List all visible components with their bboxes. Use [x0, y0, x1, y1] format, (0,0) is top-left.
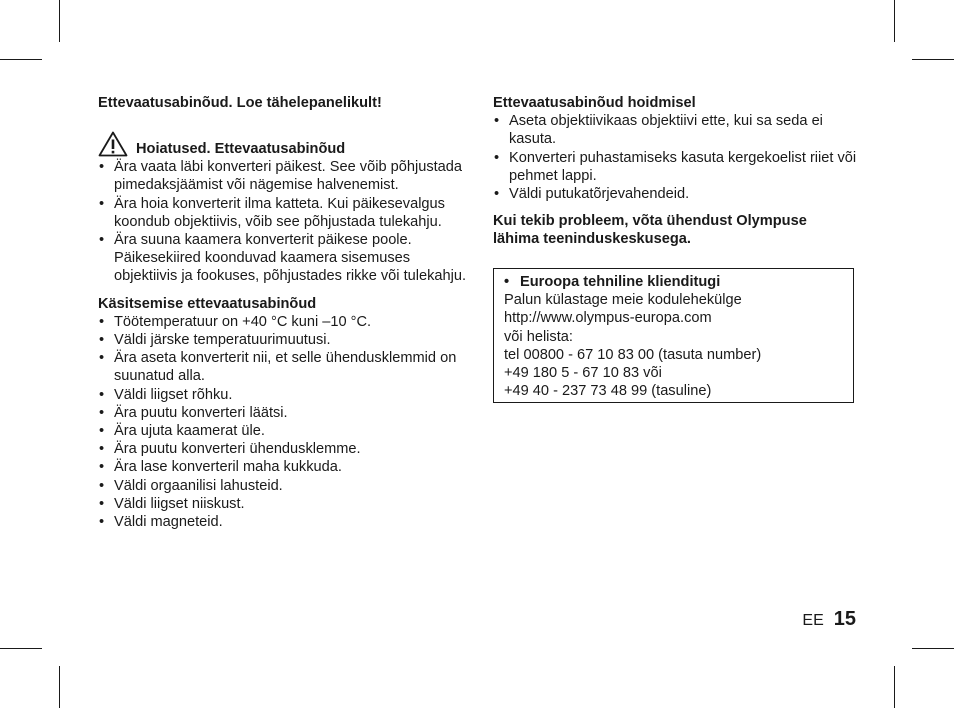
- list-item: • Väldi liigset rõhku.: [98, 386, 468, 404]
- precautions-heading: Ettevaatusabinõud. Loe tähelepanelikult!: [98, 95, 382, 111]
- list-item: • Ära puutu konverteri läätsi.: [98, 404, 468, 422]
- list-item: • Väldi orgaanilisi lahusteid.: [98, 477, 468, 495]
- list-item: • Väldi järske temperatuurimuutusi.: [98, 331, 468, 349]
- right-column: [493, 94, 863, 249]
- list-item: • Ära ujuta kaamerat üle.: [98, 422, 468, 440]
- crop-mark: [912, 648, 954, 649]
- handling-heading: Käsitsemise ettevaatusabinõud: [98, 295, 317, 312]
- support-line: või helista:: [504, 328, 573, 345]
- crop-mark: [0, 648, 42, 649]
- list-item: • Ära lase konverteril maha kukkuda.: [98, 458, 468, 476]
- crop-mark: [59, 0, 60, 42]
- list-item: • Väldi magneteid.: [98, 513, 468, 531]
- support-box: [493, 268, 854, 403]
- crop-mark: [59, 666, 60, 708]
- support-phone: +49 40 - 237 73 48 99 (tasuline): [504, 383, 712, 400]
- crop-mark: [0, 59, 42, 60]
- crop-mark: [912, 59, 954, 60]
- list-item: • Ära hoia konverterit ilma katteta. Kui päikesevalgus koondub objektiivis, võib see põhjustada tulekahju.: [98, 195, 468, 231]
- list-item: • Ära puutu konverteri ühendusklemme.: [98, 440, 468, 458]
- support-heading: • Euroopa tehniline klienditugi: [504, 273, 843, 291]
- language-code: EE: [802, 612, 824, 629]
- contact-note: Kui tekib probleem, võta ühendust Olympuse lähima teeninduskeskusega.: [493, 213, 807, 248]
- page-footer: [802, 610, 856, 630]
- warning-heading: Hoiatused. Ettevaatusabinõud: [136, 141, 346, 157]
- list-item: • Ära suuna kaamera konverterit päikese poole. Päikesekiired koonduvad kaamera sisemuses objektiivis ja fookuses, põhjustades rikke või tulekahju.: [98, 231, 468, 286]
- warning-triangle-icon: [98, 131, 128, 157]
- crop-mark: [894, 0, 895, 42]
- support-phone: +49 180 5 - 67 10 83 või: [504, 365, 662, 382]
- list-item: • Ära aseta konverterit nii, et selle ühendusklemmid on suunatud alla.: [98, 349, 468, 385]
- support-line: Palun külastage meie kodulehekülge: [504, 292, 742, 309]
- care-list: [493, 112, 863, 203]
- list-item: • Väldi liigset niiskust.: [98, 495, 468, 513]
- warning-heading-row: [98, 131, 468, 158]
- crop-mark: [894, 666, 895, 708]
- page-number: 15: [833, 608, 856, 630]
- list-item: • Aseta objektiivikaas objektiivi ette, kui sa seda ei kasuta.: [493, 112, 839, 148]
- care-heading: Ettevaatusabinõud hoidmisel: [493, 95, 696, 111]
- list-item: • Töötemperatuur on +40 °C kuni –10 °C.: [98, 313, 468, 331]
- warning-list: [98, 158, 468, 285]
- list-item: • Ära vaata läbi konverteri päikest. See võib põhjustada pimedaksjäämist või nägemise halvenemist.: [98, 158, 468, 194]
- support-phone: tel 00800 - 67 10 83 00 (tasuta number): [504, 346, 762, 363]
- support-url[interactable]: http://www.olympus-europa.com: [504, 310, 712, 327]
- list-item: • Konverteri puhastamiseks kasuta kergekoelist riiet või pehmet lappi.: [493, 149, 863, 185]
- handling-list: [98, 313, 468, 531]
- list-item: • Väldi putukatõrjevahendeid.: [493, 185, 863, 203]
- left-column: [98, 94, 468, 531]
